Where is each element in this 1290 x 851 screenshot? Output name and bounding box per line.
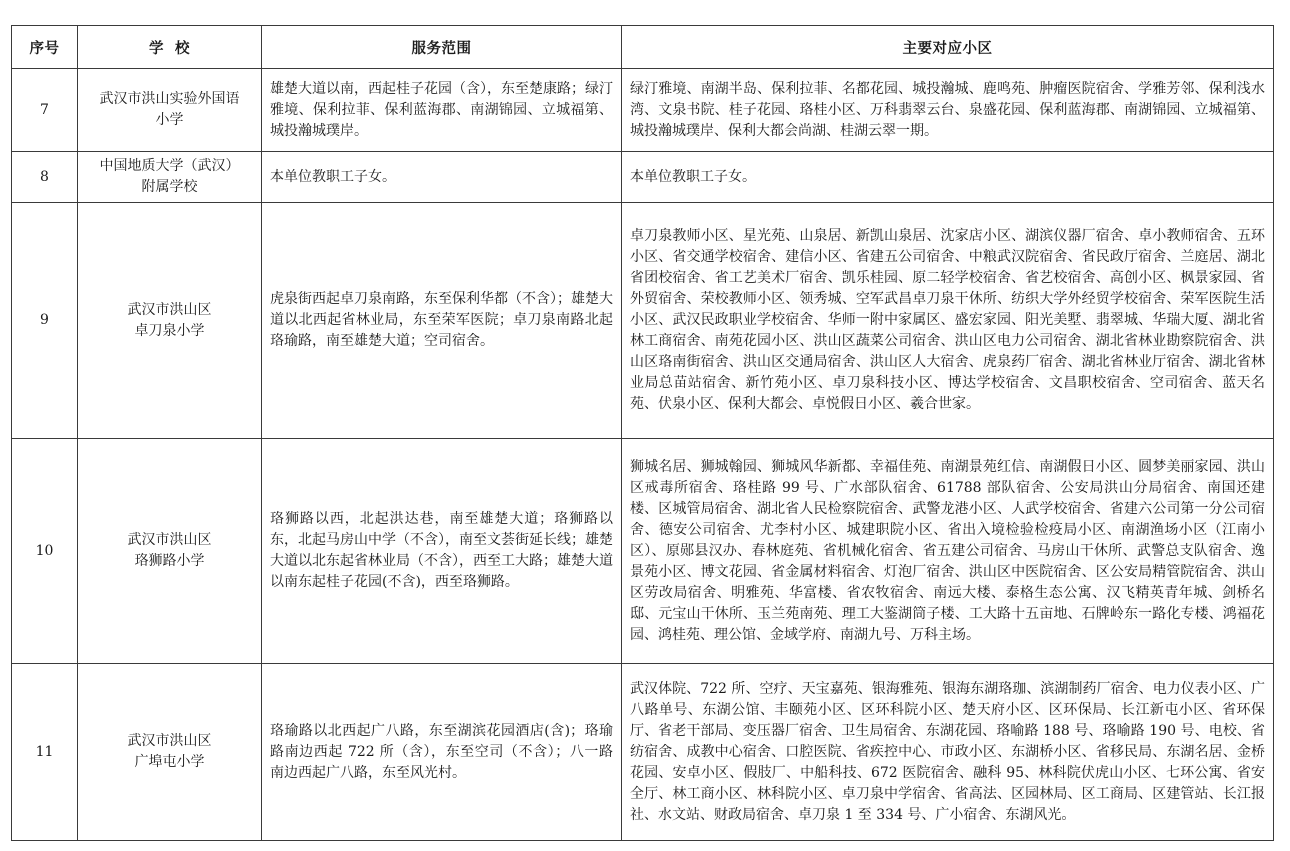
row-communities: 武汉体院、722 所、空疗、天宝嘉苑、银海雅苑、银海东湖珞珈、滨湖制药厂宿舍、电力仪表小区、广八路单号、东湖公馆、丰颐苑小区、区环科院小区、楚天府小区、区环保局、长江新屯小区、省环保厅、省老干部局、变压器厂宿舍、卫生局宿舍、东湖花园、珞喻路 188 号、珞喻路 190 号、电校、省纺宿舍、成教中心宿舍、口腔医院、省疾控中心、市政小区、东湖桥小区、省移民局、东湖名居、金桥花园、安卓小区、假肢厂、中船科技、672 医院宿舍、融科 95、林科院伏虎山小区、七环公寓、省安全厅、林工商小区、林科院小区、卓刀泉中学宿舍、省高法、区园林局、区工商局、区建管站、长江报社、水文站、财政局宿舍、卓刀泉 1 至 334 号、广小宿舍、东湖风光。 <box>622 664 1274 841</box>
header-school: 学 校 <box>78 26 262 69</box>
header-communities: 主要对应小区 <box>622 26 1274 69</box>
row-school <box>78 203 262 439</box>
header-seq: 序号 <box>12 26 78 69</box>
row-communities: 本单位教职工子女。 <box>622 152 1274 203</box>
school-name-line: 卓刀泉小学 <box>134 322 205 339</box>
school-name-line: 中国地质大学（武汉） <box>99 158 240 174</box>
header-range: 服务范围 <box>262 26 622 69</box>
table-row <box>12 203 1274 439</box>
row-service-range: 珞狮路以西，北起洪达巷，南至雄楚大道；珞狮路以东，北起马房山中学（不含），南至文荟街延长线；雄楚大道以北东起省林业局（不含），西至工大路；雄楚大道以南东起桂子花园(不含)，西至珞狮路。 <box>262 439 622 664</box>
school-name-line: 小学 <box>155 112 184 128</box>
table-header-row <box>12 26 1274 69</box>
school-name-line: 附属学校 <box>141 179 198 195</box>
table-row <box>12 439 1274 664</box>
row-seq: 7 <box>12 69 78 152</box>
row-school <box>78 69 262 152</box>
table-row <box>12 69 1274 152</box>
row-service-range: 虎泉街西起卓刀泉南路，东至保利华都（不含）；雄楚大道以北西起省林业局，东至荣军医院；卓刀泉南路北起珞瑜路，南至雄楚大道；空司宿舍。 <box>262 203 622 439</box>
table-row <box>12 664 1274 841</box>
school-name-line: 武汉市洪山区 <box>127 532 212 548</box>
row-seq: 8 <box>12 152 78 203</box>
row-communities: 绿汀雅境、南湖半岛、保利拉菲、名都花园、城投瀚城、鹿鸣苑、肿瘤医院宿舍、学雅芳邻、保利浅水湾、文泉书院、桂子花园、珞桂小区、万科翡翠云台、泉盛花园、保利蓝海郡、南湖锦园、立城福第、城投瀚城璞岸、保利大都会尚湖、桂湖云翠一期。 <box>622 69 1274 152</box>
school-name-line: 武汉市洪山实验外国语 <box>99 91 240 107</box>
row-service-range: 本单位教职工子女。 <box>262 152 622 203</box>
row-school <box>78 152 262 203</box>
school-zone-table <box>11 25 1274 841</box>
row-seq: 11 <box>12 664 78 841</box>
row-seq: 10 <box>12 439 78 664</box>
row-school <box>78 664 262 841</box>
row-communities: 狮城名居、狮城翰园、狮城风华新都、幸福佳苑、南湖景苑红信、南湖假日小区、圆梦美丽家园、洪山区戒毒所宿舍、珞桂路 99 号、广水部队宿舍、61788 部队宿舍、公安局洪山分局宿舍、南国还建楼、区城管局宿舍、湖北省人民检察院宿舍、武警龙港小区、人武学校宿舍、省建六公司第一分公司宿舍、德安公司宿舍、尤李村小区、城建职院小区、省出入境检验检疫局小区、南湖渔场小区（江南小区）、原郧县汉办、春林庭苑、省机械化宿舍、省五建公司宿舍、马房山干休所、武警总支队宿舍、逸景苑小区、博文花园、省金属材料宿舍、灯泡厂宿舍、洪山区中医院宿舍、区公安局精管院宿舍、洪山区劳改局宿舍、明雅苑、华富楼、省农牧宿舍、南远大楼、泰格生态公寓、汉飞精英青年城、剑桥名邸、元宝山干休所、玉兰苑南苑、理工大鉴湖筒子楼、工大路十五亩地、石牌岭东一路化专楼、鸿福花园、鸿桂苑、理公馆、金域学府、南湖九号、万科主场。 <box>622 439 1274 664</box>
school-name-line: 广埠屯小学 <box>134 754 205 770</box>
school-name-line: 珞狮路小学 <box>134 553 205 569</box>
school-name-line: 武汉市洪山区 <box>127 301 212 318</box>
row-service-range: 雄楚大道以南，西起桂子花园（含），东至楚康路；绿汀雅境、保利拉菲、保利蓝海郡、南湖锦园、立城福第、城投瀚城璞岸。 <box>262 69 622 152</box>
row-seq: 9 <box>12 203 78 439</box>
table-row <box>12 152 1274 203</box>
school-name-line: 武汉市洪山区 <box>127 733 212 749</box>
row-service-range: 珞瑜路以北西起广八路，东至湖滨花园酒店(含)；珞瑜路南边西起 722 所（含），东至空司（不含）；八一路南边西起广八路，东至风光村。 <box>262 664 622 841</box>
row-school <box>78 439 262 664</box>
row-communities: 卓刀泉教师小区、星光苑、山泉居、新凯山泉居、沈家店小区、湖滨仪器厂宿舍、卓小教师宿舍、五环小区、省交通学校宿舍、建信小区、省建五公司宿舍、中粮武汉院宿舍、省民政厅宿舍、兰庭居、湖北省团校宿舍、省工艺美术厂宿舍、凯乐桂园、原二轻学校宿舍、省艺校宿舍、高创小区、枫景家园、省外贸宿舍、荣校教师小区、领秀城、空军武昌卓刀泉干休所、纺织大学外经贸学校宿舍、荣军医院生活小区、武汉民政职业学校宿舍、华师一附中家属区、盛宏家园、阳光美墅、翡翠城、华瑞大厦、湖北省林工商宿舍、南苑花园小区、洪山区蔬菜公司宿舍、洪山区电力公司宿舍、湖北省林业勘察院宿舍、洪山区珞南街宿舍、洪山区交通局宿舍、洪山区人大宿舍、虎泉药厂宿舍、湖北省林业厅宿舍、湖北省林业局总苗站宿舍、新竹苑小区、卓刀泉科技小区、博达学校宿舍、文昌职校宿舍、空司宿舍、蓝天名苑、伏泉小区、保利大都会、卓悦假日小区、羲合世家。 <box>622 203 1274 439</box>
